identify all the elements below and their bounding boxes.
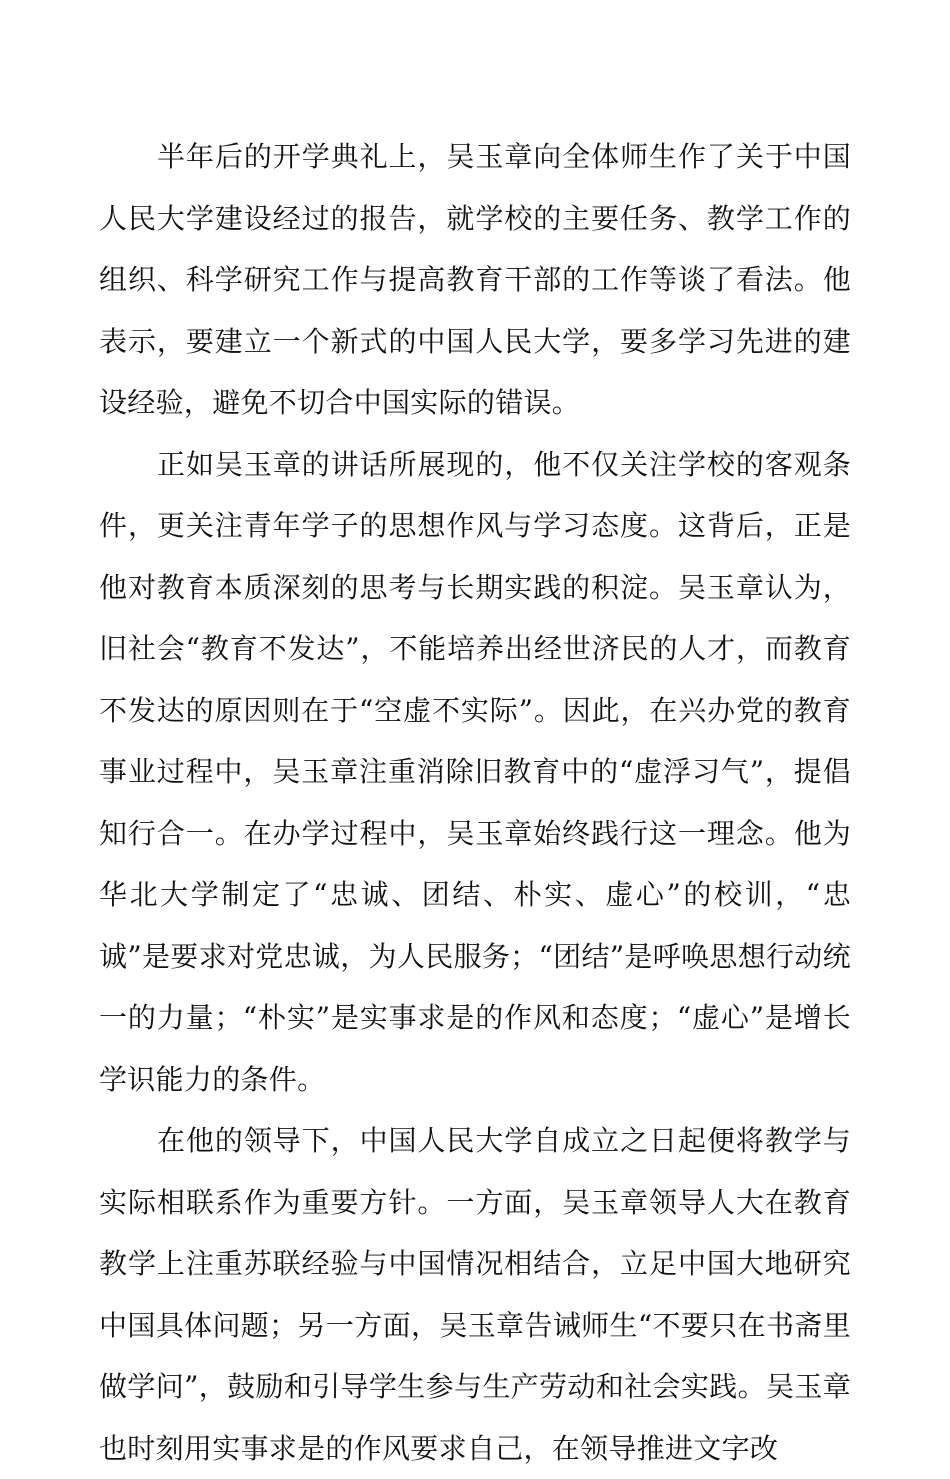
body-text (99, 126, 851, 1479)
paragraph-2: 正如吴玉章的讲话所展现的，他不仅关注学校的客观条件，更关注青年学子的思想作风与学习态度。这背后，正是他对教育本质深刻的思考与长期实践的积淀。吴玉章认为，旧社会“教育不发达”，不能培养出经世济民的人才，而教育不发达的原因则在于“空虚不实际”。因此，在兴办党的教育事业过程中，吴玉章注重消除旧教育中的“虚浮习气”，提倡知行合一。在办学过程中，吴玉章始终践行这一理念。他为华北大学制定了“忠诚、团结、朴实、虚心”的校训，“忠诚”是要求对党忠诚，为人民服务；“团结”是呼唤思想行动统一的力量；“朴实”是实事求是的作风和态度；“虚心”是增长学识能力的条件。 (99, 447, 851, 1096)
paragraph-3: 在他的领导下，中国人民大学自成立之日起便将教学与实际相联系作为重要方针。一方面，吴玉章领导人大在教育教学上注重苏联经验与中国情况相结合，立足中国大地研究中国具体问题；另一方面，吴玉章告诫师生“不要只在书斋里做学问”，鼓励和引导学生参与生产劳动和社会实践。吴玉章也时刻用实事求是的作风要求自己，在领导推进文字改 (99, 1124, 851, 1465)
paragraph-1: 半年后的开学典礼上，吴玉章向全体师生作了关于中国人民大学建设经过的报告，就学校的主要任务、教学工作的组织、科学研究工作与提高教育干部的工作等谈了看法。他表示，要建立一个新式的中国人民大学，要多学习先进的建设经验，避免不切合中国实际的错误。 (99, 140, 851, 419)
